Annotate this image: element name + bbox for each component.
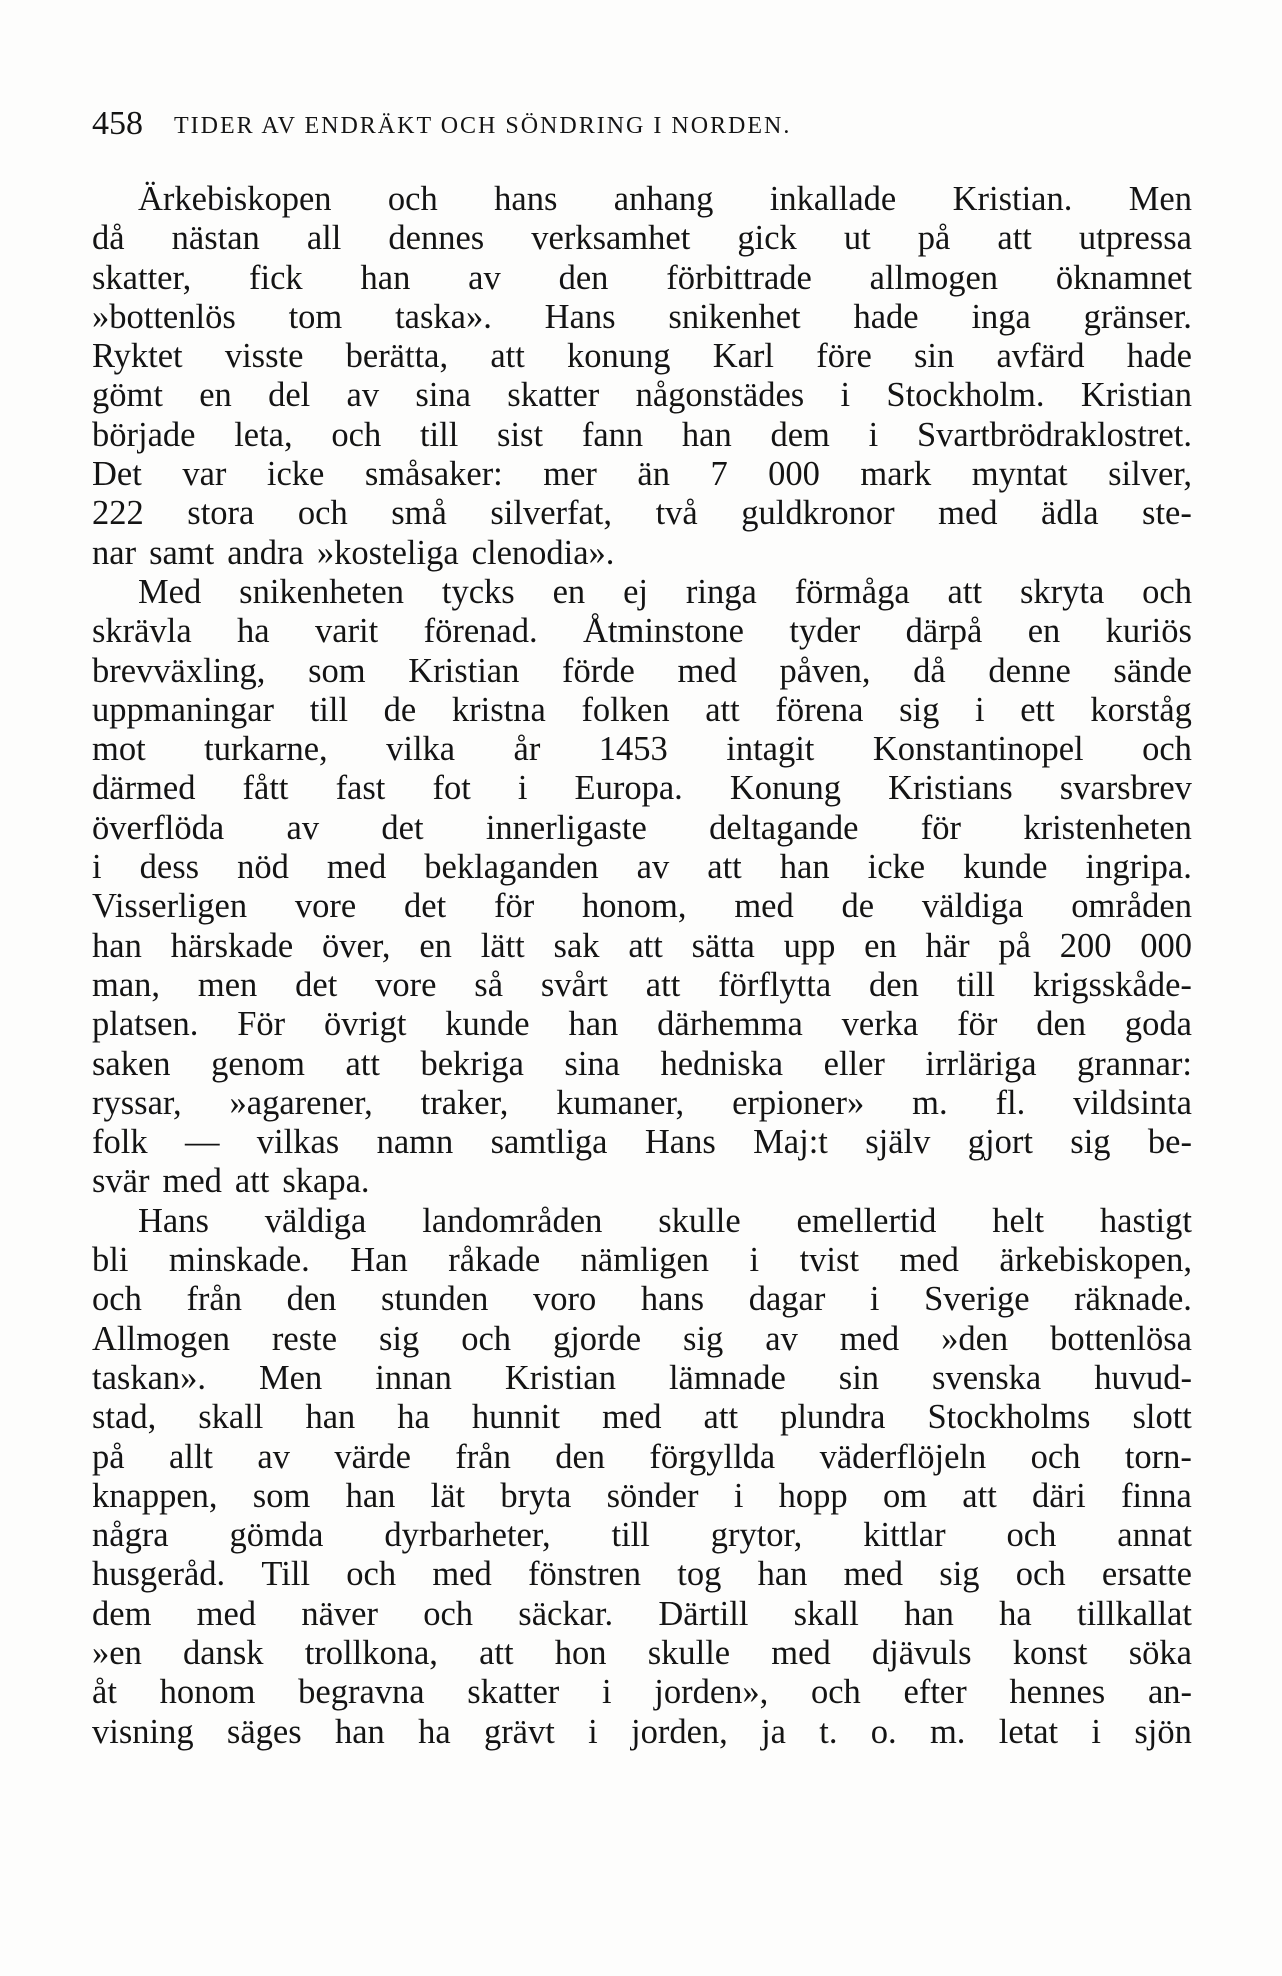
text-line: brevväxling, som Kristian förde med påven, då denne sände [92, 651, 1192, 690]
text-line: åt honom begravna skatter i jorden», och efter hennes an- [92, 1673, 1192, 1712]
text-line: 222 stora och små silverfat, två guldkronor med ädla ste- [92, 494, 1192, 533]
page-number: 458 [92, 105, 143, 142]
text-line: skatter, fick han av den förbittrade allmogen öknamnet [92, 258, 1192, 297]
body-text [92, 180, 1192, 1752]
text-line: svär med att skapa. [92, 1162, 370, 1201]
text-line: började leta, och till sist fann han dem i Svartbrödraklostret. [92, 415, 1192, 454]
text-line: bli minskade. Han råkade nämligen i tvist med ärkebiskopen, [92, 1241, 1192, 1280]
text-line: Hans väldiga landområden skulle emellertid helt hastigt [138, 1201, 1192, 1240]
text-line: stad, skall han ha hunnit med att plundra Stockholms slott [92, 1398, 1192, 1437]
text-line: därmed fått fast fot i Europa. Konung Kristians svarsbrev [92, 769, 1192, 808]
running-head: TIDER AV ENDRÄKT OCH SÖNDRING I NORDEN. [174, 113, 792, 139]
text-line: Visserligen vore det för honom, med de väldiga områden [92, 887, 1192, 926]
text-line: på allt av värde från den förgyllda väderflöjeln och torn- [92, 1437, 1192, 1476]
text-line: nar samt andra »kosteliga clenodia». [92, 533, 615, 572]
text-line: då nästan all dennes verksamhet gick ut på att utpressa [92, 219, 1192, 258]
text-line: ryssar, »agarener, traker, kumaner, erpioner» m. fl. vildsinta [92, 1083, 1192, 1122]
text-line: Med snikenheten tycks en ej ringa förmåga att skryta och [138, 572, 1192, 611]
text-line: saken genom att bekriga sina hedniska eller irrläriga grannar: [92, 1044, 1192, 1083]
text-line: och från den stunden voro hans dagar i Sverige räknade. [92, 1280, 1192, 1319]
text-line: uppmaningar till de kristna folken att förena sig i ett korståg [92, 690, 1192, 729]
text-line: visning säges han ha grävt i jorden, ja t. o. m. letat i sjön [92, 1712, 1192, 1751]
text-line: överflöda av det innerligaste deltagande för kristenheten [92, 808, 1192, 847]
text-line: taskan». Men innan Kristian lämnade sin svenska huvud- [92, 1358, 1192, 1397]
text-line: Ärkebiskopen och hans anhang inkallade Kristian. Men [138, 180, 1192, 218]
text-line: några gömda dyrbarheter, till grytor, kittlar och annat [92, 1516, 1192, 1555]
text-line: han härskade över, en lätt sak att sätta upp en här på 200 000 [92, 926, 1192, 965]
text-line: man, men det vore så svårt att förflytta den till krigsskåde- [92, 965, 1192, 1004]
text-line: »en dansk trollkona, att hon skulle med djävuls konst söka [92, 1633, 1192, 1672]
text-line: Allmogen reste sig och gjorde sig av med »den bottenlösa [92, 1319, 1192, 1358]
page-header [92, 100, 1192, 148]
text-line: »bottenlös tom taska». Hans snikenhet hade inga gränser. [92, 297, 1192, 336]
text-line: knappen, som han lät bryta sönder i hopp om att däri finna [92, 1476, 1192, 1515]
text-line: gömt en del av sina skatter någonstädes i Stockholm. Kristian [92, 376, 1192, 415]
text-line: folk — vilkas namn samtliga Hans Maj:t själv gjort sig be- [92, 1123, 1192, 1162]
text-line: Ryktet visste berätta, att konung Karl före sin avfärd hade [92, 337, 1192, 376]
text-line: mot turkarne, vilka år 1453 intagit Konstantinopel och [92, 730, 1192, 769]
text-line: Det var icke småsaker: mer än 7 000 mark myntat silver, [92, 455, 1192, 494]
text-line: dem med näver och säckar. Därtill skall han ha tillkallat [92, 1594, 1192, 1633]
text-line: skrävla ha varit förenad. Åtminstone tyder därpå en kuriös [92, 612, 1192, 651]
text-line: platsen. För övrigt kunde han därhemma verka för den goda [92, 1005, 1192, 1044]
text-line: i dess nöd med beklaganden av att han icke kunde ingripa. [92, 848, 1192, 887]
text-line: husgeråd. Till och med fönstren tog han med sig och ersatte [92, 1555, 1192, 1594]
